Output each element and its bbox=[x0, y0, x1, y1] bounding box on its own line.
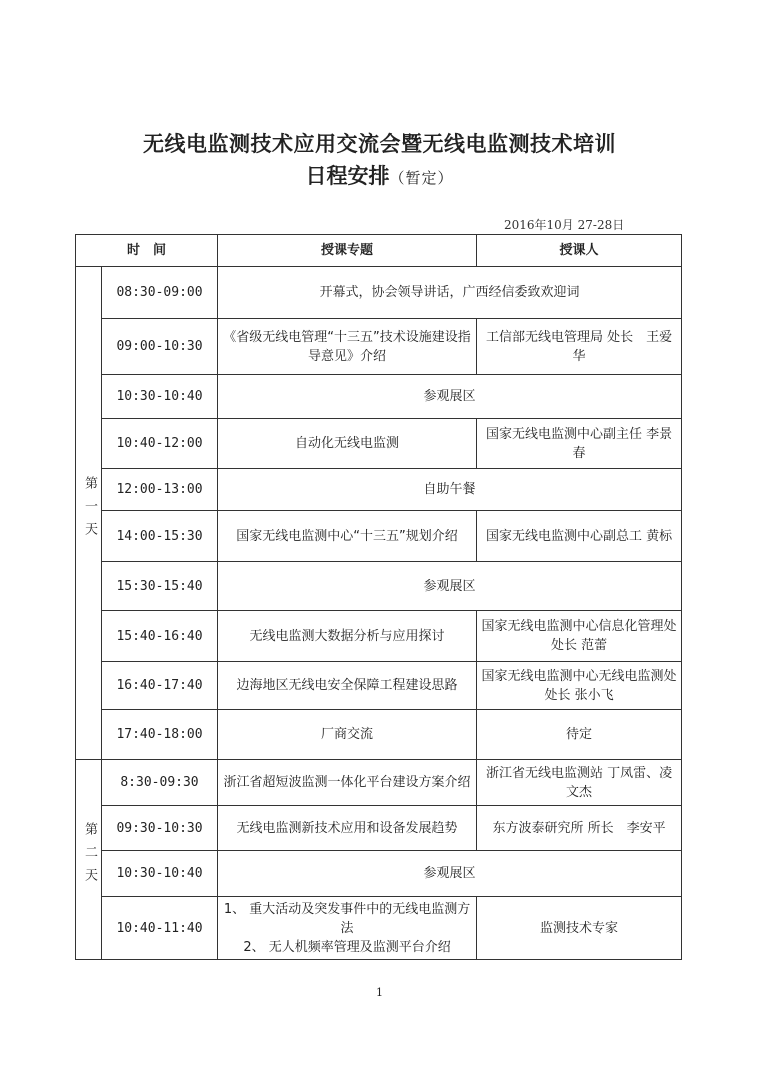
topic-cell: 开幕式，协会领导讲话，广西经信委致欢迎词 bbox=[218, 267, 682, 319]
table-row bbox=[76, 469, 682, 511]
topic-cell: 无线电监测新技术应用和设备发展趋势 bbox=[218, 806, 477, 851]
topic-cell bbox=[218, 897, 477, 960]
title-main: 日程安排 bbox=[305, 164, 390, 188]
time-cell: 08:30-09:00 bbox=[102, 267, 218, 319]
title-line-1: 无线电监测技术应用交流会暨无线电监测技术培训 bbox=[143, 132, 616, 156]
header-topic: 授课专题 bbox=[218, 235, 477, 267]
speaker-cell: 国家无线电监测中心副总工 黄标 bbox=[477, 511, 682, 562]
topic-cell: 国家无线电监测中心“十三五”规划介绍 bbox=[218, 511, 477, 562]
speaker-cell: 浙江省无线电监测站 丁凤雷、凌文杰 bbox=[477, 760, 682, 806]
topic-cell: 无线电监测大数据分析与应用探讨 bbox=[218, 611, 477, 662]
day-2-text: 第二天 bbox=[82, 822, 97, 891]
topic-cell: 参观展区 bbox=[218, 562, 682, 611]
time-cell: 14:00-15:30 bbox=[102, 511, 218, 562]
topic-cell: 边海地区无线电安全保障工程建设思路 bbox=[218, 662, 477, 710]
speaker-cell: 国家无线电监测中心副主任 李景春 bbox=[477, 419, 682, 469]
table-row bbox=[76, 662, 682, 710]
title-note: （暂定） bbox=[389, 169, 454, 187]
topic-item-2: 2、 无人机频率管理及监测平台介绍 bbox=[243, 939, 451, 955]
table-row bbox=[76, 419, 682, 469]
page-number: 1 bbox=[376, 986, 383, 999]
speaker-cell: 东方波泰研究所 所长 李安平 bbox=[477, 806, 682, 851]
table-row bbox=[76, 562, 682, 611]
table-row bbox=[76, 806, 682, 851]
table-row bbox=[76, 897, 682, 960]
schedule-date: 2016年10月 27-28日 bbox=[504, 218, 625, 232]
topic-cell: 厂商交流 bbox=[218, 710, 477, 760]
time-cell: 10:30-10:40 bbox=[102, 851, 218, 897]
time-cell: 16:40-17:40 bbox=[102, 662, 218, 710]
table-row bbox=[76, 710, 682, 760]
header-speaker: 授课人 bbox=[477, 235, 682, 267]
schedule-table bbox=[75, 234, 682, 960]
time-cell: 15:40-16:40 bbox=[102, 611, 218, 662]
table-row bbox=[76, 760, 682, 806]
time-cell: 10:40-11:40 bbox=[102, 897, 218, 960]
topic-cell: 自助午餐 bbox=[218, 469, 682, 511]
time-cell: 10:40-12:00 bbox=[102, 419, 218, 469]
day-label-2 bbox=[76, 760, 102, 960]
topic-cell: 自动化无线电监测 bbox=[218, 419, 477, 469]
table-header-row bbox=[76, 235, 682, 267]
day-1-text: 第一天 bbox=[82, 475, 97, 545]
time-cell: 17:40-18:00 bbox=[102, 710, 218, 760]
topic-cell: 参观展区 bbox=[218, 375, 682, 419]
speaker-cell: 待定 bbox=[477, 710, 682, 760]
topic-cell: 参观展区 bbox=[218, 851, 682, 897]
table-row bbox=[76, 511, 682, 562]
time-cell: 15:30-15:40 bbox=[102, 562, 218, 611]
table-row bbox=[76, 319, 682, 375]
title-line-2 bbox=[0, 160, 759, 190]
speaker-cell: 监测技术专家 bbox=[477, 897, 682, 960]
time-cell: 09:00-10:30 bbox=[102, 319, 218, 375]
topic-cell: 《省级无线电管理“十三五”技术设施建设指导意见》介绍 bbox=[218, 319, 477, 375]
topic-item-1: 1、 重大活动及突发事件中的无线电监测方法 bbox=[223, 901, 471, 936]
table-row bbox=[76, 375, 682, 419]
speaker-cell: 国家无线电监测中心无线电监测处处长 张小飞 bbox=[477, 662, 682, 710]
time-cell: 8:30-09:30 bbox=[102, 760, 218, 806]
table-row bbox=[76, 611, 682, 662]
topic-cell: 浙江省超短波监测一体化平台建设方案介绍 bbox=[218, 760, 477, 806]
day-label-1 bbox=[76, 267, 102, 760]
speaker-cell: 工信部无线电管理局 处长 王爱华 bbox=[477, 319, 682, 375]
time-cell: 10:30-10:40 bbox=[102, 375, 218, 419]
time-cell: 12:00-13:00 bbox=[102, 469, 218, 511]
time-cell: 09:30-10:30 bbox=[102, 806, 218, 851]
header-time: 时 间 bbox=[76, 235, 218, 267]
table-row bbox=[76, 267, 682, 319]
table-row bbox=[76, 851, 682, 897]
speaker-cell: 国家无线电监测中心信息化管理处处长 范蕾 bbox=[477, 611, 682, 662]
